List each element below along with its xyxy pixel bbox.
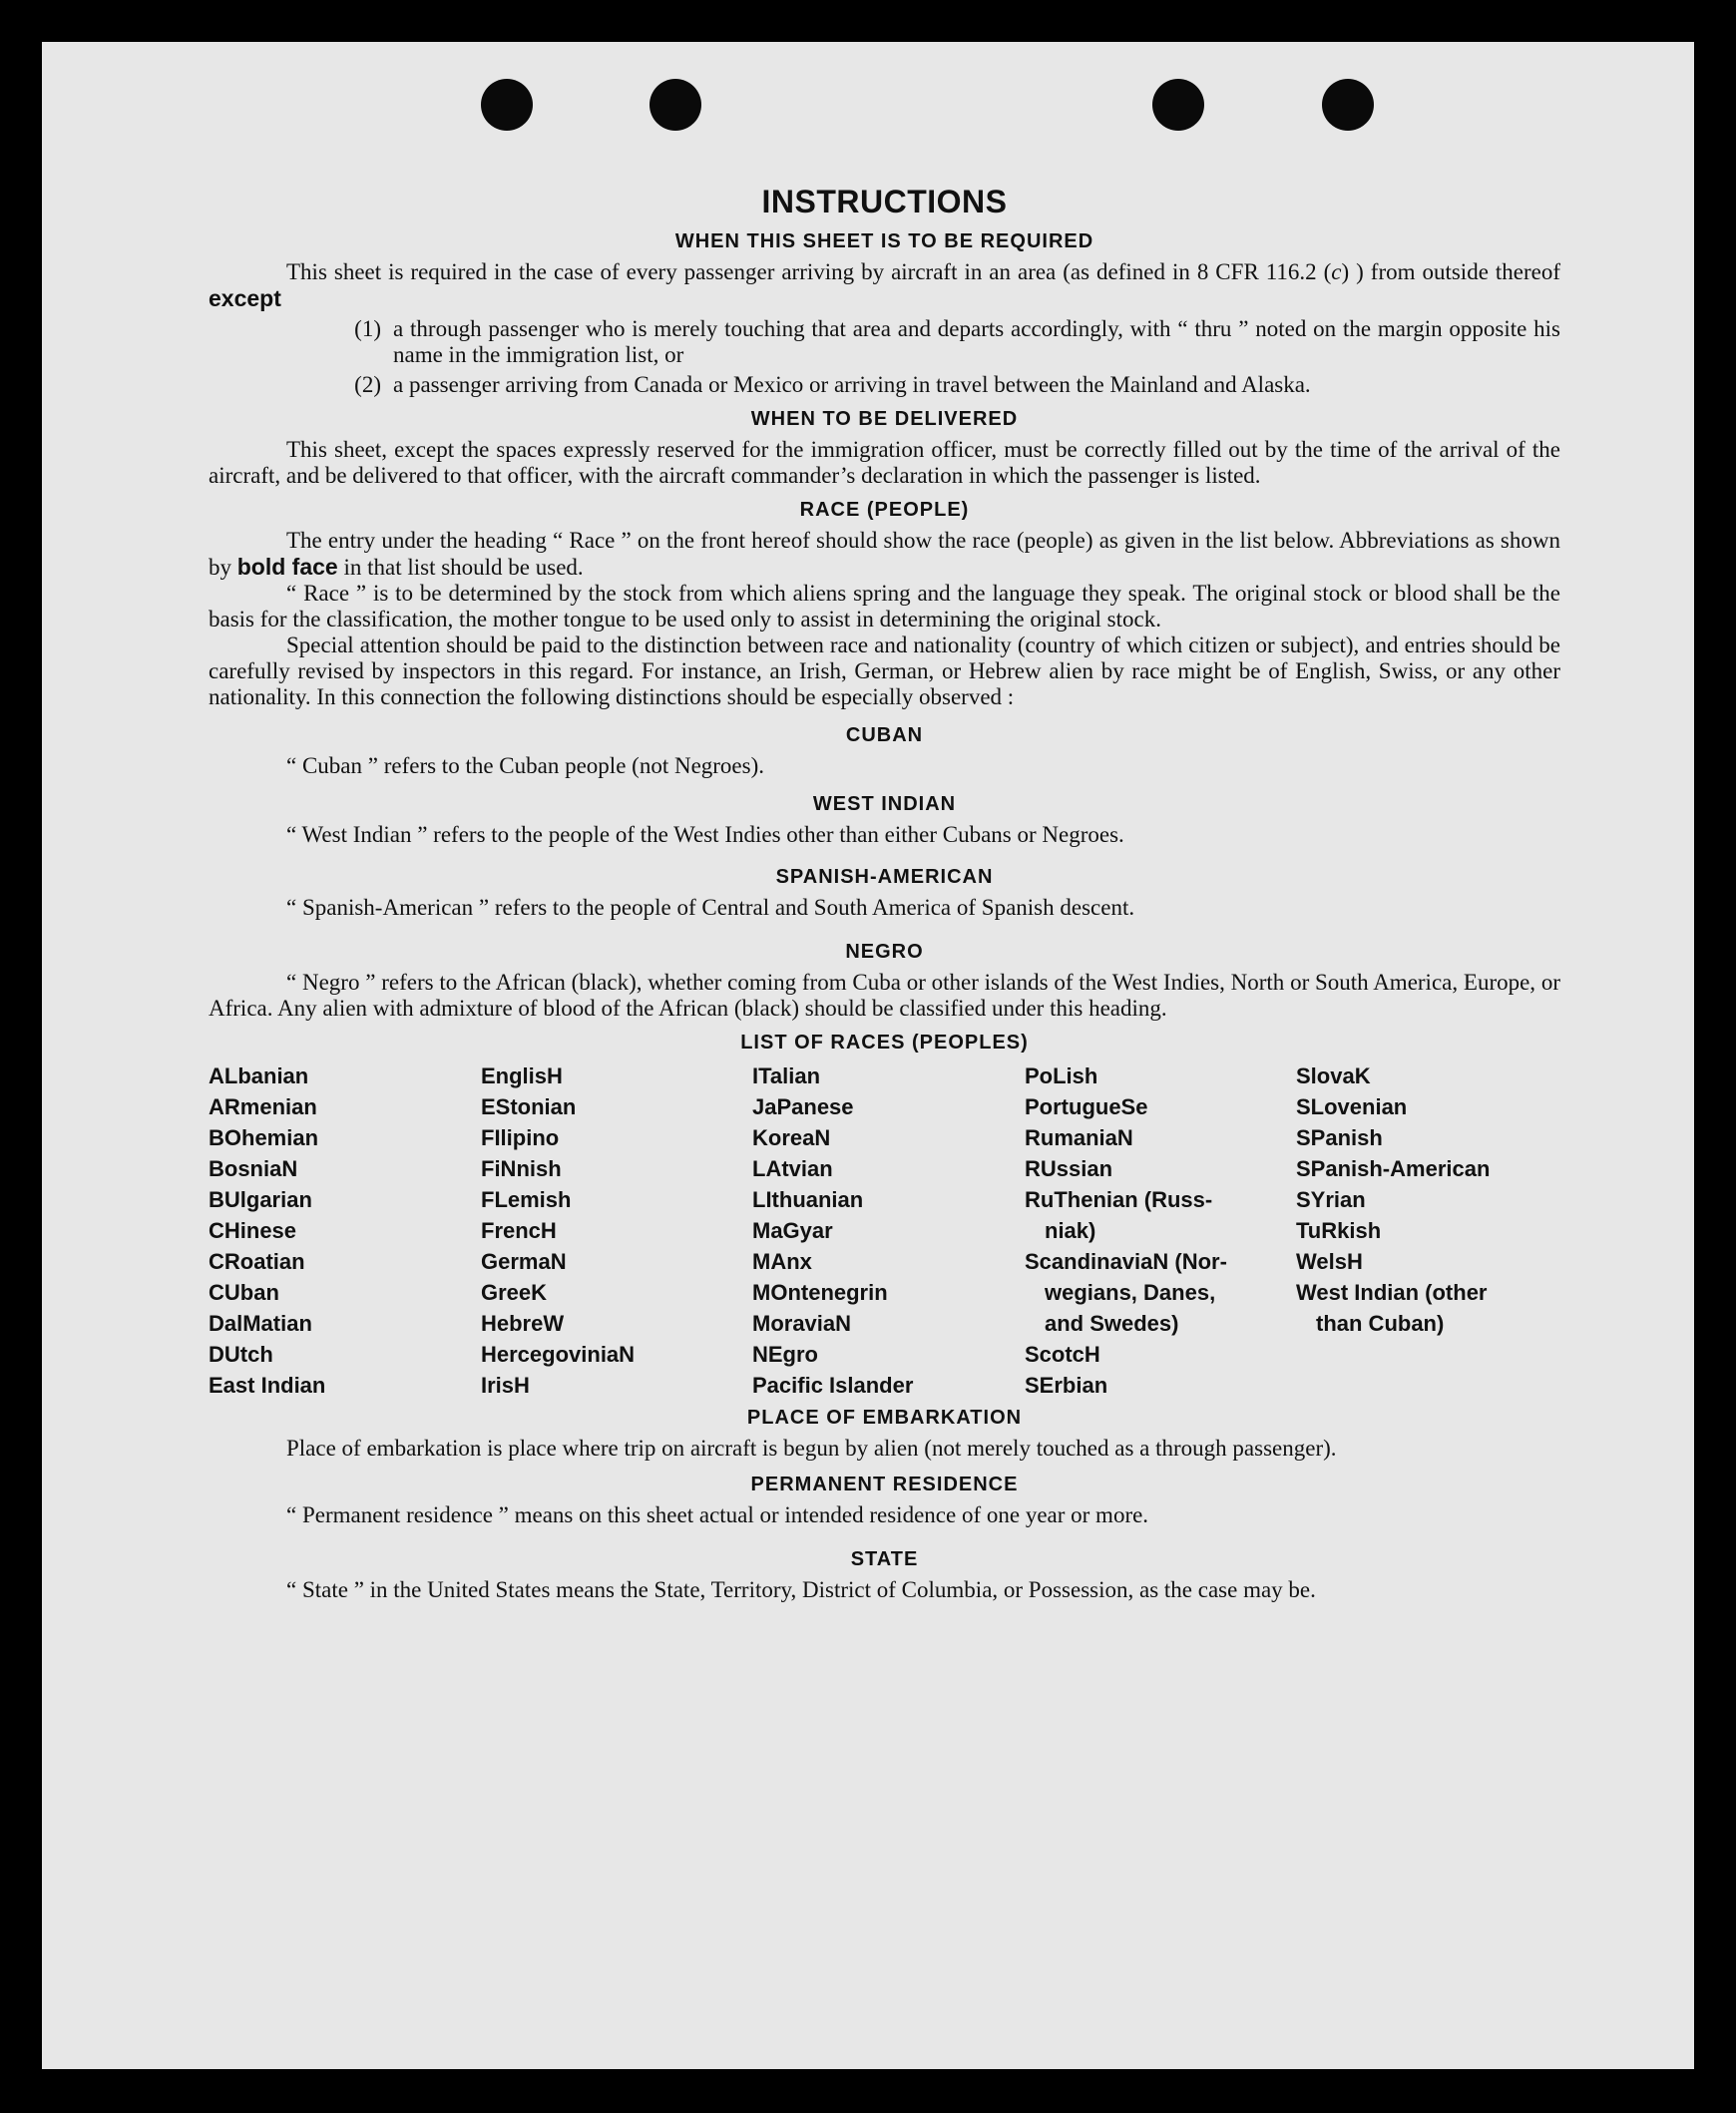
- race-entry: WelsH: [1296, 1249, 1363, 1274]
- race-entry: GermaN: [481, 1249, 567, 1274]
- document-page: [42, 42, 1694, 2069]
- race-entry: DUtch: [209, 1342, 273, 1367]
- race-entry: BOhemian: [209, 1125, 319, 1150]
- race-entry: BosniaN: [209, 1156, 298, 1181]
- race-entry: MoraviaN: [752, 1311, 852, 1336]
- race-entry: FIlipino: [481, 1125, 560, 1150]
- race-entry: KoreaN: [752, 1125, 831, 1150]
- negro-text: “ Negro ” refers to the African (black), whether coming from Cuba or other islands of the West Indies, North or South America, Europe, or Africa. Any alien with admixture of blood of the African (black) should be classified under this heading.: [209, 970, 1560, 1021]
- race-entry: wegians, Danes,: [1045, 1280, 1216, 1305]
- list-item: (2) a passenger arriving from Canada or Mexico or arriving in travel between the Mainland and Alaska.: [354, 372, 1311, 397]
- punch-hole: [650, 79, 701, 131]
- punch-hole: [1152, 79, 1204, 131]
- race-entry: CRoatian: [209, 1249, 305, 1274]
- race-entry: BUlgarian: [209, 1187, 312, 1212]
- race-entry: RuThenian (Russ-: [1025, 1187, 1213, 1212]
- race-column: [1025, 1060, 1296, 1401]
- when-delivered-text: This sheet, except the spaces expressly reserved for the immigration officer, must be correctly filled out by the time of the arrival of the aircraft, and be delivered to that officer, with the aircraft commander’s declaration in which the passenger is listed.: [209, 437, 1560, 488]
- race-entry: and Swedes): [1045, 1311, 1179, 1336]
- race-entry: SErbian: [1025, 1373, 1108, 1398]
- race-entry: RumaniaN: [1025, 1125, 1133, 1150]
- race-entry: PoLish: [1025, 1063, 1098, 1088]
- race-entry: SlovaK: [1296, 1063, 1371, 1088]
- race-entry: West Indian (other: [1296, 1280, 1488, 1305]
- heading-when-required: WHEN THIS SHEET IS TO BE REQUIRED: [674, 230, 1094, 252]
- race-entry: MaGyar: [752, 1218, 833, 1243]
- race-entry: LIthuanian: [752, 1187, 864, 1212]
- race-entry: NEgro: [752, 1342, 818, 1367]
- race-entry: EnglisH: [481, 1063, 563, 1088]
- race-column: [1296, 1060, 1560, 1401]
- race-entry: than Cuban): [1316, 1311, 1445, 1336]
- race-entry: ALbanian: [209, 1063, 309, 1088]
- race-entry: FrencH: [481, 1218, 557, 1243]
- race-entry: FiNnish: [481, 1156, 562, 1181]
- race-column: [481, 1060, 752, 1401]
- race-entry: SPanish-American: [1296, 1156, 1491, 1181]
- race-paragraph-2: “ Race ” is to be determined by the stock from which aliens spring and the language they speak. The original stock or blood shall be the basis for the classification, the mother tongue to be used only to assist in determining the original stock.: [209, 581, 1560, 632]
- race-entry: EStonian: [481, 1094, 577, 1119]
- page-title: INSTRUCTIONS: [761, 184, 1008, 219]
- race-entry: Pacific Islander: [752, 1373, 914, 1398]
- heading-negro: NEGRO: [845, 941, 924, 963]
- heading-cuban: CUBAN: [845, 724, 924, 746]
- race-entry: LAtvian: [752, 1156, 833, 1181]
- race-paragraph-3: Special attention should be paid to the distinction between race and nationality (country of which citizen or subject), and entries should be carefully revised by inspectors in this regard. For instance, an Irish, German, or Hebrew alien by race might be of English, Swiss, or any other nationality. In this connection the following distinctions should be especially observed :: [209, 633, 1560, 709]
- race-entry: CHinese: [209, 1218, 297, 1243]
- race-entry: SPanish: [1296, 1125, 1383, 1150]
- cuban-text: “ Cuban ” refers to the Cuban people (not Negroes).: [286, 753, 765, 778]
- race-entry: PortugueSe: [1025, 1094, 1148, 1119]
- race-entry: MOntenegrin: [752, 1280, 888, 1305]
- when-required-intro: This sheet is required in the case of every passenger arriving by aircraft in an area (as defined in 8 CFR 116.2 (c) ) from outside thereof except: [209, 259, 1560, 311]
- race-entry: SLovenian: [1296, 1094, 1408, 1119]
- race-entry: East Indian: [209, 1373, 326, 1398]
- race-entry: JaPanese: [752, 1094, 854, 1119]
- race-entry: HercegoviniaN: [481, 1342, 636, 1367]
- race-entry: HebreW: [481, 1311, 565, 1336]
- heading-west-indian: WEST INDIAN: [812, 793, 957, 815]
- spanish-american-text: “ Spanish-American ” refers to the people of Central and South America of Spanish descent.: [286, 895, 1135, 920]
- embarkation-text: Place of embarkation is place where trip on aircraft is begun by alien (not merely touched as a through passenger).: [286, 1436, 1337, 1461]
- heading-race: RACE (PEOPLE): [799, 499, 970, 521]
- race-entry: GreeK: [481, 1280, 548, 1305]
- race-entry: ARmenian: [209, 1094, 317, 1119]
- punch-hole: [1322, 79, 1374, 131]
- list-item: (1) a through passenger who is merely touching that area and departs accordingly, with “ thru ” noted on the margin opposite his name in the immigration list, or: [354, 316, 1560, 367]
- heading-embarkation: PLACE OF EMBARKATION: [746, 1407, 1023, 1429]
- heading-when-delivered: WHEN TO BE DELIVERED: [750, 408, 1019, 430]
- race-entry: TuRkish: [1296, 1218, 1382, 1243]
- punch-hole: [481, 79, 533, 131]
- race-entry: niak): [1045, 1218, 1096, 1243]
- permanent-residence-text: “ Permanent residence ” means on this sheet actual or intended residence of one year or more.: [286, 1502, 1149, 1527]
- race-entry: RUssian: [1025, 1156, 1113, 1181]
- heading-spanish-american: SPANISH-AMERICAN: [775, 866, 994, 888]
- race-column: [209, 1060, 481, 1401]
- race-entry: SYrian: [1296, 1187, 1366, 1212]
- race-entry: ITalian: [752, 1063, 821, 1088]
- race-entry: IrisH: [481, 1373, 530, 1398]
- race-column: [752, 1060, 1025, 1401]
- heading-state: STATE: [850, 1548, 919, 1570]
- race-paragraph-1: The entry under the heading “ Race ” on the front hereof should show the race (people) as given in the list below. Abbreviations as shown by bold face in that list should be used.: [209, 528, 1560, 580]
- race-entry: ScotcH: [1025, 1342, 1100, 1367]
- state-text: “ State ” in the United States means the State, Territory, District of Columbia, or Possession, as the case may be.: [286, 1577, 1316, 1602]
- race-list: [209, 1060, 1560, 1401]
- heading-permanent-residence: PERMANENT RESIDENCE: [750, 1474, 1019, 1495]
- west-indian-text: “ West Indian ” refers to the people of the West Indies other than either Cubans or Negroes.: [286, 822, 1124, 847]
- heading-list-of-races: LIST OF RACES (PEOPLES): [740, 1032, 1029, 1054]
- race-entry: CUban: [209, 1280, 279, 1305]
- race-entry: MAnx: [752, 1249, 812, 1274]
- race-entry: DalMatian: [209, 1311, 312, 1336]
- instructions-body: [209, 184, 1560, 1603]
- race-entry: ScandinaviaN (Nor-: [1025, 1249, 1227, 1274]
- race-entry: FLemish: [481, 1187, 572, 1212]
